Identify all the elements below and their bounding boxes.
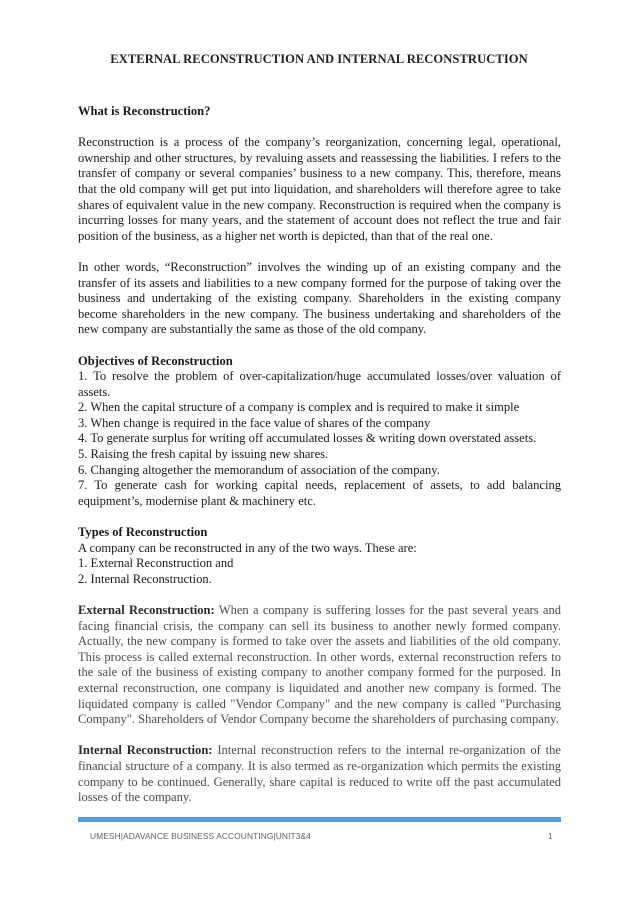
spacer [78, 587, 561, 603]
external-reconstruction-paragraph [78, 603, 561, 728]
type-item: 2. Internal Reconstruction. [78, 571, 212, 586]
what-is-heading: What is Reconstruction? [78, 104, 211, 118]
internal-reconstruction-text: Internal reconstruction refers to the internal re-organization of the financial structure of a company. It is also termed as re-organization which permits the existing company to be continued. Generally, share capital is reduced to write off the past accumulated losses of the company. [78, 743, 561, 805]
footer-course-label: UMESH|ADAVANCE BUSINESS ACCOUNTING|UNIT3&4 [90, 831, 311, 841]
objectives-heading: Objectives of Reconstruction [78, 353, 233, 368]
objective-item: 6. Changing altogether the memorandum of association of the company. [78, 462, 440, 477]
spacer [78, 120, 561, 136]
footer-divider-bar [78, 817, 561, 822]
external-reconstruction-lead: External Reconstruction: [78, 603, 215, 617]
what-is-paragraph-1: Reconstruction is a process of the company’s reorganization, concerning legal, operational, ownership and other structures, by revaluing assets and reassessing the liabilities. I refers to the transfer of company or several companies’ business to a new company. This, therefore, means that the old company will get put into liquidation, and shareholders will therefore agree to take shares of equivalent value in the new company. Reconstruction is required when the company is incurring losses for many years, and the statement of account does not reflect the true and fair position of the business, as a higher net worth is depicted, than that of the real one. [78, 135, 561, 243]
spacer [78, 338, 561, 354]
internal-reconstruction-paragraph [78, 743, 561, 805]
spacer [78, 728, 561, 744]
types-intro: A company can be reconstructed in any of the two ways. These are: [78, 540, 417, 555]
footer-page-number: 1 [548, 831, 553, 841]
objective-item: 2. When the capital structure of a company is complex and is required to make it simple [78, 400, 520, 415]
objective-item: 7. To generate cash for working capital needs, replacement of assets, to add balancing equipment’s, modernise plant & machinery etc. [78, 478, 561, 508]
internal-reconstruction-lead: Internal Reconstruction: [78, 743, 213, 758]
objective-item: 4. To generate surplus for writing off accumulated losses & writing down overstated assets. [78, 431, 537, 446]
spacer [78, 244, 561, 260]
what-is-paragraph-2: In other words, “Reconstruction” involves the winding up of an existing company and the transfer of its assets and liabilities to a new company formed for the purpose of taking over the business and undertaking of the existing company. Shareholders in the existing company become shareholders in the new company. The business undertaking and shareholders of the new company are substantially the same as those of the old company. [78, 259, 561, 337]
document-body [78, 104, 561, 806]
external-reconstruction-text: When a company is suffering losses for the past several years and facing financial crisis, the company can sell its business to another newly formed company. Actually, the new company is formed to take over the assets and liabilities of the old company. This process is called external reconstruction. In other words, external reconstruction refers to the sale of the business of existing company to another company formed for the purposed. In external reconstruction, one company is liquidated and another new company is formed. The liquidated company is called "Vendor Company" and the new company is called "Purchasing Company". Shareholders of Vendor Company become the shareholders of purchasing company. [78, 603, 561, 727]
spacer [78, 509, 561, 525]
types-heading: Types of Reconstruction [78, 525, 208, 540]
objective-item: 3. When change is required in the face value of shares of the company [78, 415, 431, 430]
objective-item: 5. Raising the fresh capital by issuing new shares. [78, 447, 329, 462]
document-title: EXTERNAL RECONSTRUCTION AND INTERNAL RECONSTRUCTION [110, 52, 528, 66]
type-item: 1. External Reconstruction and [78, 556, 234, 571]
objective-item: 1. To resolve the problem of over-capitalization/huge accumulated losses/over valuation of assets. [78, 369, 561, 399]
